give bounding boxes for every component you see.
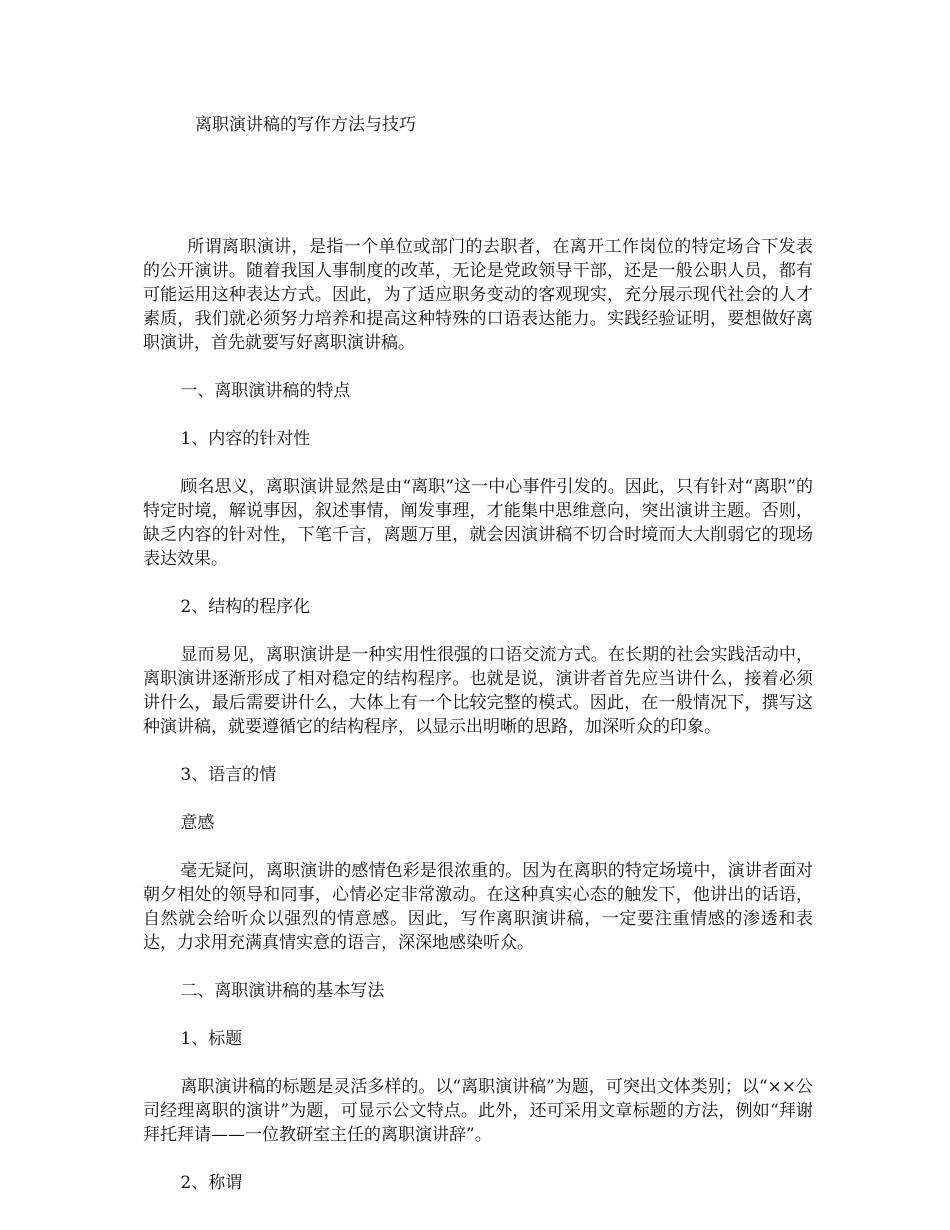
subsection-heading: 1、标题 (180, 1029, 243, 1049)
section-heading: 一、离职演讲稿的特点 (180, 381, 351, 401)
subsection-heading: 2、称谓 (180, 1173, 243, 1193)
subsection-heading: 3、语言的情 (180, 765, 277, 785)
body-paragraph: 显而易见，离职演讲是一种实用性很强的口语交流方式。在长期的社会实践活动中，离职演讲逐渐形成了相对稳定的结构程序。也就是说，演讲者首先应当讲什么，接着必须讲什么，最后需要讲什么，大体上有一个比较完整的模式。因此，在一般情况下，撰写这种演讲稿，就要遵循它的结构程序，以显示出明晰的思路，加深听众的印象。 (143, 645, 813, 737)
subsection-heading-continued: 意感 (180, 813, 215, 833)
document-title: 离职演讲稿的写作方法与技巧 (195, 115, 416, 135)
body-paragraph: 毫无疑问，离职演讲的感情色彩是很浓重的。因为在离职的特定场境中，演讲者面对朝夕相处的领导和同事，心情必定非常激动。在这种真实心态的触发下，他讲出的话语，自然就会给听众以强烈的情意感。因此，写作离职演讲稿，一定要注重情感的渗透和表达，力求用充满真情实意的语言，深深地感染听众。 (143, 861, 813, 953)
body-paragraph: 所谓离职演讲，是指一个单位或部门的去职者，在离开工作岗位的特定场合下发表的公开演讲。随着我国人事制度的改革，无论是党政领导干部，还是一般公职人员，都有可能运用这种表达方式。因此，为了适应职务变动的客观现实，充分展示现代社会的人才素质，我们就必须努力培养和提高这种特殊的口语表达能力。实践经验证明，要想做好离职演讲，首先就要写好离职演讲稿。 (143, 237, 813, 353)
body-paragraph: 顾名思义，离职演讲显然是由“离职”这一中心事件引发的。因此，只有针对“离职”的特定时境，解说事因，叙述事情，阐发事理，才能集中思维意向，突出演讲主题。否则，缺乏内容的针对性，下笔千言，离题万里，就会因演讲稿不切合时境而大大削弱它的现场表达效果。 (143, 477, 813, 569)
subsection-heading: 1、内容的针对性 (180, 429, 311, 449)
section-heading: 二、离职演讲稿的基本写法 (180, 981, 385, 1001)
body-paragraph: 离职演讲稿的标题是灵活多样的。以“离职演讲稿”为题，可突出文体类别；以“××公司经理离职的演讲”为题，可显示公文特点。此外，还可采用文章标题的方法，例如“拜谢拜托拜请——一位教研室主任的离职演讲辞”。 (143, 1077, 813, 1145)
document-body (143, 235, 813, 1219)
subsection-heading: 2、结构的程序化 (180, 597, 311, 617)
